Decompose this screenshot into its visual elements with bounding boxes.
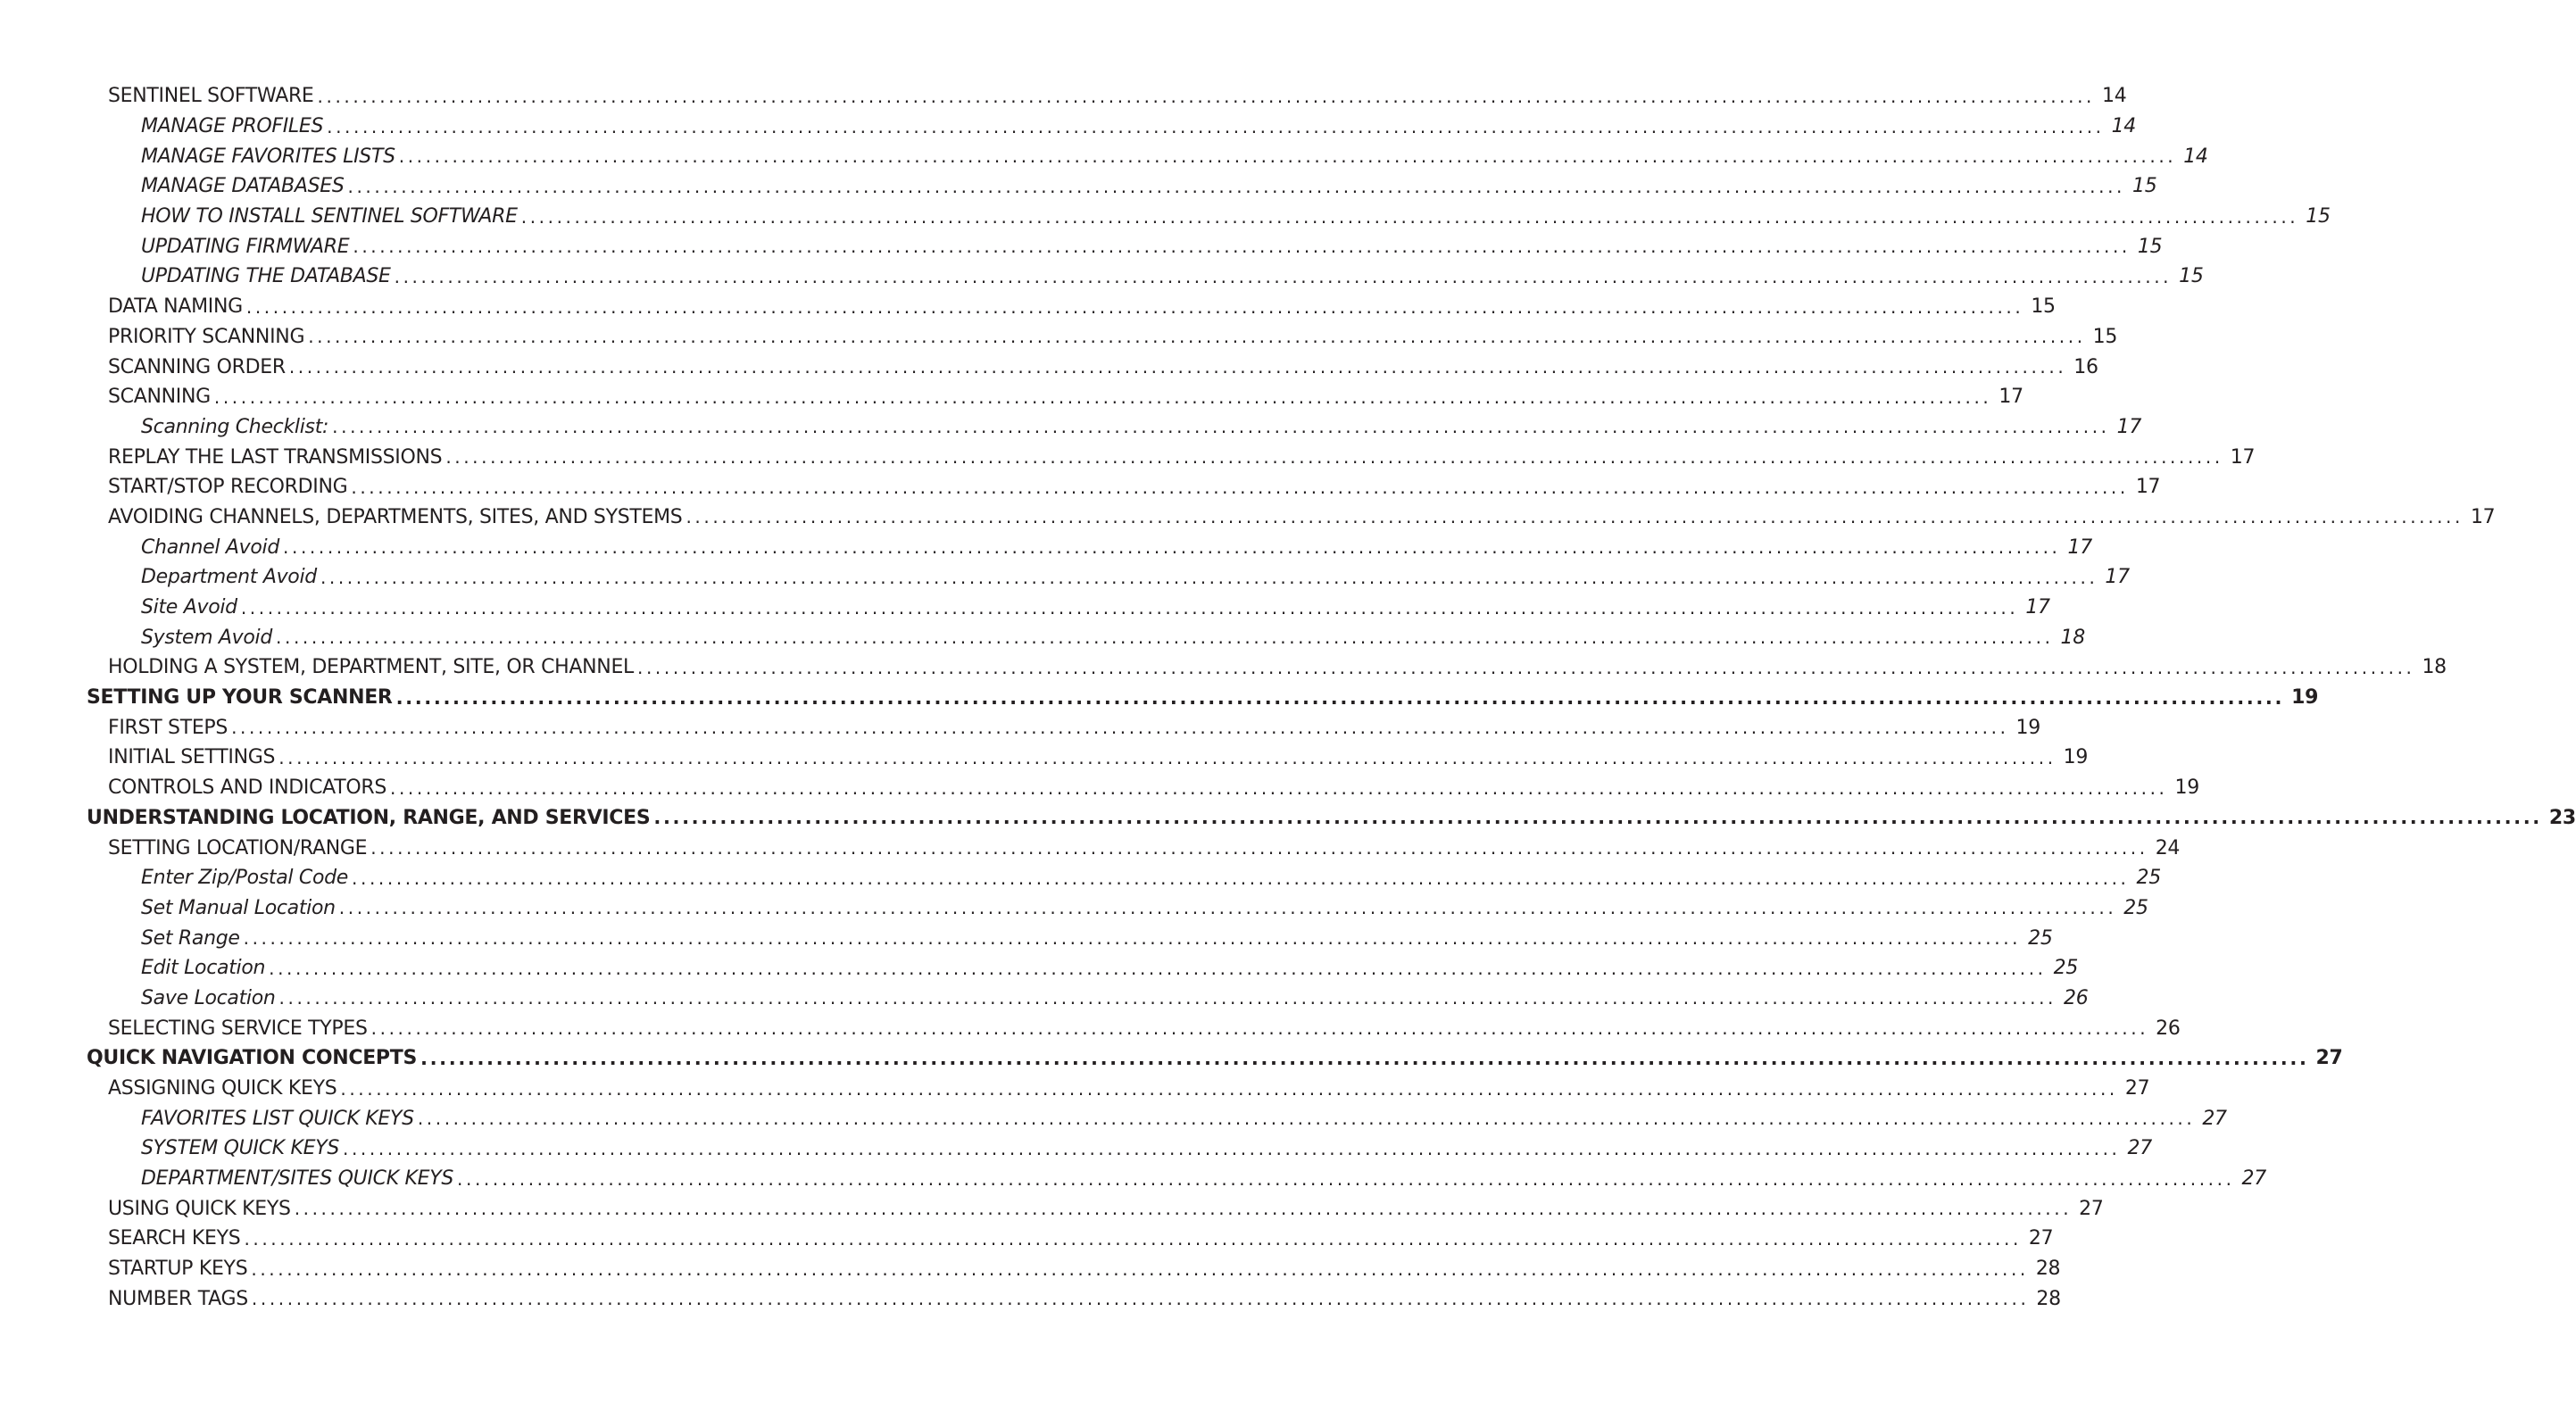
toc-entry-title: SCANNING ORDER bbox=[108, 355, 286, 378]
dot-leader: ........................................................................................................................................................................................................ bbox=[338, 897, 2117, 919]
toc-entry-title: DATA NAMING bbox=[108, 295, 243, 319]
dot-leader: ........................................................................................................................................................................................................ bbox=[417, 1108, 2196, 1130]
toc-page-number: 19 bbox=[2174, 776, 2199, 800]
toc-entry-title: Set Range bbox=[141, 926, 240, 950]
dot-leader: ........................................................................................................................................................................................................ bbox=[395, 686, 2285, 709]
toc-page-number: 15 bbox=[2137, 235, 2163, 258]
toc-subentry bbox=[0, 112, 2137, 142]
toc-section-heading bbox=[0, 803, 2576, 834]
toc-entry-title: UPDATING THE DATABASE bbox=[141, 265, 391, 288]
toc-entry bbox=[0, 502, 2496, 533]
toc-page-number: 25 bbox=[2136, 867, 2161, 890]
toc-entry bbox=[0, 773, 2199, 803]
toc-entry bbox=[0, 442, 2256, 472]
toc-entry bbox=[0, 1193, 2104, 1224]
dot-leader: ........................................................................................................................................................................................................ bbox=[278, 746, 2057, 768]
dot-leader: ........................................................................................................................................................................................................ bbox=[240, 596, 2019, 619]
toc-entry-title: ASSIGNING QUICK KEYS bbox=[108, 1077, 337, 1100]
toc-subentry bbox=[0, 412, 2142, 443]
toc-entry-title: STARTUP KEYS bbox=[108, 1258, 248, 1281]
toc-subentry bbox=[0, 1133, 2152, 1164]
dot-leader: ........................................................................................................................................................................................................ bbox=[245, 295, 2024, 318]
dot-leader: ........................................................................................................................................................................................................ bbox=[370, 837, 2148, 859]
toc-entry bbox=[0, 292, 2056, 322]
toc-entry-title: INITIAL SETTINGS bbox=[108, 746, 276, 769]
dot-leader: ........................................................................................................................................................................................................ bbox=[420, 1047, 2309, 1069]
toc-page-number: 15 bbox=[2179, 265, 2204, 288]
toc-entry bbox=[0, 472, 2161, 502]
dot-leader: ........................................................................................................................................................................................................ bbox=[243, 927, 2022, 950]
toc-page-number: 27 bbox=[2079, 1197, 2104, 1220]
toc-page-number: 17 bbox=[2116, 415, 2142, 438]
toc-page-number: 25 bbox=[2028, 926, 2053, 950]
dot-leader: ........................................................................................................................................................................................................ bbox=[231, 717, 2009, 739]
toc-page-number: 15 bbox=[2031, 295, 2056, 319]
dot-leader: ........................................................................................................................................................................................................ bbox=[351, 476, 2129, 498]
toc-page-number: 19 bbox=[2063, 746, 2089, 769]
toc-entry bbox=[0, 322, 2118, 353]
toc-entry-title: FIRST STEPS bbox=[108, 716, 229, 739]
toc-entry-title: MANAGE DATABASES bbox=[141, 175, 345, 198]
toc-subentry bbox=[0, 1164, 2266, 1194]
toc-entry-title: QUICK NAVIGATION CONCEPTS bbox=[87, 1047, 418, 1070]
toc-entry-title: SCANNING bbox=[108, 386, 211, 409]
toc-page-number: 19 bbox=[2015, 716, 2040, 739]
toc-page-number: 17 bbox=[2067, 536, 2092, 559]
toc-entry-title: SELECTING SERVICE TYPES bbox=[108, 1017, 368, 1040]
toc-page-number: 17 bbox=[1998, 386, 2023, 409]
toc-entry-title: Set Manual Location bbox=[141, 896, 336, 919]
toc-entry-title: USING QUICK KEYS bbox=[108, 1197, 291, 1220]
dot-leader: ........................................................................................................................................................................................................ bbox=[520, 205, 2299, 228]
toc-entry bbox=[0, 352, 2098, 382]
toc-entry bbox=[0, 833, 2181, 863]
toc-page-number: 25 bbox=[2053, 957, 2079, 980]
dot-leader: ........................................................................................................................................................................................................ bbox=[347, 175, 2125, 197]
toc-entry-title: SETTING LOCATION/RANGE bbox=[108, 836, 368, 859]
toc-page-number: 16 bbox=[2073, 355, 2098, 378]
toc-entry-title: REPLAY THE LAST TRANSMISSIONS bbox=[108, 445, 443, 469]
toc-entry-title: FAVORITES LIST QUICK KEYS bbox=[141, 1107, 414, 1130]
toc-entry-title: Edit Location bbox=[141, 957, 266, 980]
toc-subentry bbox=[0, 262, 2204, 292]
dot-leader: ........................................................................................................................................................................................................ bbox=[653, 807, 2542, 829]
table-of-contents bbox=[0, 81, 2576, 1314]
toc-entry-title: Site Avoid bbox=[141, 596, 237, 619]
toc-entry-title: MANAGE FAVORITES LISTS bbox=[141, 145, 395, 168]
toc-subentry bbox=[0, 593, 2050, 623]
toc-page-number: 17 bbox=[2025, 596, 2050, 619]
dot-leader: ........................................................................................................................................................................................................ bbox=[394, 265, 2173, 287]
toc-page-number: 15 bbox=[2092, 325, 2118, 348]
dot-leader: ........................................................................................................................................................................................................ bbox=[390, 776, 2168, 799]
toc-entry-title: Department Avoid bbox=[141, 566, 317, 589]
toc-page-number: 26 bbox=[2156, 1017, 2181, 1040]
dot-leader: ........................................................................................................................................................................................................ bbox=[370, 1017, 2149, 1040]
toc-entry-title: PRIORITY SCANNING bbox=[108, 325, 305, 348]
dot-leader: ........................................................................................................................................................................................................ bbox=[340, 1077, 2118, 1100]
dot-leader: ........................................................................................................................................................................................................ bbox=[332, 416, 2110, 438]
toc-page-number: 14 bbox=[2102, 85, 2127, 108]
toc-entry-title: HOLDING A SYSTEM, DEPARTMENT, SITE, OR CHANNEL bbox=[108, 656, 634, 679]
toc-entry-title: Enter Zip/Postal Code bbox=[141, 867, 349, 890]
dot-leader: ........................................................................................................................................................................................................ bbox=[445, 446, 2223, 469]
dot-leader: ........................................................................................................................................................................................................ bbox=[269, 957, 2047, 979]
toc-subentry bbox=[0, 953, 2079, 984]
toc-page-number: 14 bbox=[2183, 145, 2208, 168]
toc-page-number: 18 bbox=[2422, 656, 2447, 679]
toc-entry-title: SENTINEL SOFTWARE bbox=[108, 85, 314, 108]
toc-page-number: 17 bbox=[2230, 445, 2256, 469]
toc-entry-title: SEARCH KEYS bbox=[108, 1227, 241, 1250]
dot-leader: ........................................................................................................................................................................................................ bbox=[398, 145, 2177, 168]
toc-entry-title: MANAGE PROFILES bbox=[141, 115, 324, 138]
dot-leader: ........................................................................................................................................................................................................ bbox=[244, 1227, 2022, 1250]
dot-leader: ........................................................................................................................................................................................................ bbox=[637, 656, 2415, 678]
toc-subentry bbox=[0, 141, 2208, 171]
dot-leader: ........................................................................................................................................................................................................ bbox=[343, 1137, 2121, 1159]
toc-page-number: 19 bbox=[2291, 686, 2319, 710]
toc-page-number: 28 bbox=[2036, 1287, 2061, 1310]
toc-page-number: 27 bbox=[2028, 1227, 2054, 1250]
toc-subentry bbox=[0, 622, 2085, 652]
toc-entry-title: System Avoid bbox=[141, 626, 273, 649]
toc-subentry bbox=[0, 562, 2130, 593]
toc-page-number: 24 bbox=[2155, 836, 2181, 859]
toc-page-number: 18 bbox=[2060, 626, 2085, 649]
toc-entry bbox=[0, 1074, 2150, 1104]
dot-leader: ........................................................................................................................................................................................................ bbox=[278, 987, 2057, 1009]
dot-leader: ........................................................................................................................................................................................................ bbox=[288, 356, 2067, 378]
toc-page-number: 15 bbox=[2132, 175, 2157, 198]
toc-page-number: 25 bbox=[2123, 896, 2148, 919]
dot-leader: ........................................................................................................................................................................................................ bbox=[327, 115, 2105, 137]
toc-page-number: 14 bbox=[2111, 115, 2137, 138]
toc-entry-title: AVOIDING CHANNELS, DEPARTMENTS, SITES, AND SYSTEMS bbox=[108, 505, 683, 528]
toc-page-number: 27 bbox=[2241, 1167, 2266, 1191]
toc-page-number: 27 bbox=[2202, 1107, 2227, 1130]
toc-entry bbox=[0, 1224, 2054, 1254]
toc-entry-title: NUMBER TAGS bbox=[108, 1287, 248, 1310]
toc-page-number: 27 bbox=[2127, 1137, 2152, 1160]
dot-leader: ........................................................................................................................................................................................................ bbox=[317, 85, 2096, 107]
toc-entry bbox=[0, 743, 2089, 773]
toc-subentry bbox=[0, 923, 2053, 953]
toc-subentry bbox=[0, 1103, 2227, 1133]
toc-entry-title: Save Location bbox=[141, 986, 276, 1009]
toc-page-number: 27 bbox=[2124, 1077, 2150, 1100]
toc-entry bbox=[0, 652, 2447, 683]
toc-entry-title: SYSTEM QUICK KEYS bbox=[141, 1137, 340, 1160]
toc-page-number: 28 bbox=[2035, 1258, 2061, 1281]
toc-entry bbox=[0, 1013, 2181, 1043]
toc-page-number: 26 bbox=[2064, 986, 2089, 1009]
toc-subentry bbox=[0, 532, 2092, 562]
toc-subentry bbox=[0, 171, 2157, 202]
dot-leader: ........................................................................................................................................................................................................ bbox=[457, 1167, 2235, 1190]
toc-section-heading bbox=[0, 683, 2319, 713]
dot-leader: ........................................................................................................................................................................................................ bbox=[294, 1198, 2073, 1220]
dot-leader: ........................................................................................................................................................................................................ bbox=[283, 536, 2061, 559]
toc-subentry bbox=[0, 984, 2089, 1014]
toc-section-heading bbox=[0, 1043, 2343, 1074]
toc-entry-title: START/STOP RECORDING bbox=[108, 476, 348, 499]
dot-leader: ........................................................................................................................................................................................................ bbox=[353, 236, 2131, 258]
toc-entry-title: UPDATING FIRMWARE bbox=[141, 235, 350, 258]
toc-entry-title: CONTROLS AND INDICATORS bbox=[108, 776, 387, 800]
toc-entry-title: Scanning Checklist: bbox=[141, 415, 329, 438]
toc-subentry bbox=[0, 863, 2161, 893]
toc-entry bbox=[0, 712, 2040, 743]
toc-entry-title: DEPARTMENT/SITES QUICK KEYS bbox=[141, 1167, 454, 1191]
dot-leader: ........................................................................................................................................................................................................ bbox=[251, 1258, 2029, 1280]
toc-entry bbox=[0, 382, 2023, 412]
dot-leader: ........................................................................................................................................................................................................ bbox=[213, 386, 1992, 408]
toc-subentry bbox=[0, 202, 2331, 232]
toc-page-number: 17 bbox=[2105, 566, 2130, 589]
toc-page-number: 17 bbox=[2135, 476, 2161, 499]
toc-entry bbox=[0, 1254, 2061, 1284]
toc-page-number: 17 bbox=[2470, 505, 2496, 528]
dot-leader: ........................................................................................................................................................................................................ bbox=[320, 566, 2098, 588]
toc-page-number: 27 bbox=[2315, 1047, 2343, 1070]
toc-page-number: 15 bbox=[2306, 205, 2331, 228]
toc-subentry bbox=[0, 231, 2163, 262]
toc-entry-title: HOW TO INSTALL SENTINEL SOFTWARE bbox=[141, 205, 518, 228]
toc-entry-title: UNDERSTANDING LOCATION, RANGE, AND SERVICES bbox=[87, 806, 651, 829]
toc-subentry bbox=[0, 893, 2148, 924]
toc-entry bbox=[0, 1284, 2061, 1315]
dot-leader: ........................................................................................................................................................................................................ bbox=[276, 627, 2054, 649]
toc-entry bbox=[0, 81, 2127, 112]
toc-entry-title: SETTING UP YOUR SCANNER bbox=[87, 686, 393, 710]
dot-leader: ........................................................................................................................................................................................................ bbox=[308, 326, 2086, 348]
dot-leader: ........................................................................................................................................................................................................ bbox=[686, 506, 2464, 528]
toc-entry-title: Channel Avoid bbox=[141, 536, 280, 559]
dot-leader: ........................................................................................................................................................................................................ bbox=[251, 1288, 2030, 1310]
toc-page-number: 23 bbox=[2548, 806, 2576, 829]
dot-leader: ........................................................................................................................................................................................................ bbox=[352, 867, 2130, 889]
